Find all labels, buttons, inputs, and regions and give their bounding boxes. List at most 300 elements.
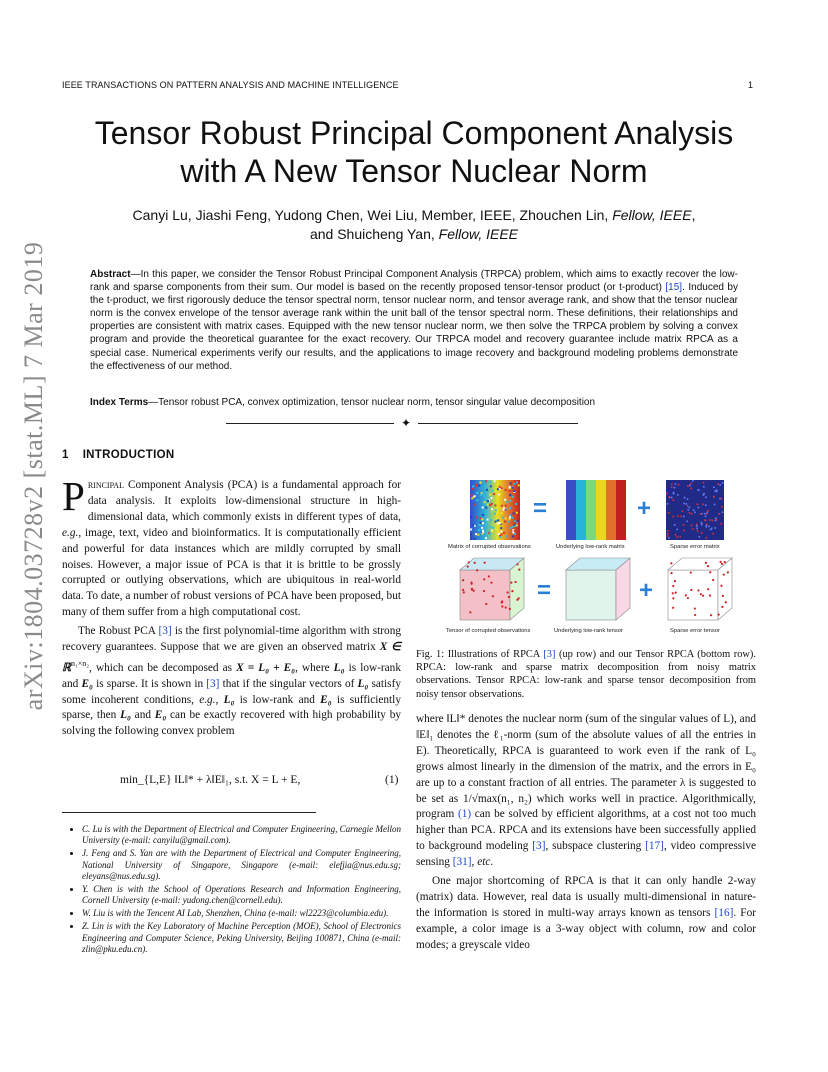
- noise-pixel: [514, 480, 516, 482]
- sparse-pixel: [716, 491, 718, 493]
- sparse-pixel: [676, 536, 678, 538]
- sparse-pixel: [675, 483, 677, 485]
- noise-pixel: [491, 503, 493, 505]
- noise-pixel: [509, 490, 511, 492]
- noise-pixel: [489, 504, 491, 506]
- sparse-pixel: [679, 536, 681, 538]
- noise-pixel: [512, 496, 514, 498]
- noise-pixel: [487, 504, 489, 506]
- noise-pixel: [516, 535, 518, 537]
- p2-text: is the first polynomial-time algorithm with strong recovery guarantees. Suppose that we are given an observed matrix: [62, 625, 401, 654]
- tensor-error-dot: [510, 582, 512, 584]
- math-sup: n₁×n₂: [70, 658, 90, 668]
- tensor-error-dot: [670, 562, 672, 564]
- noise-pixel: [504, 520, 506, 522]
- tensor-error-dot: [721, 606, 723, 608]
- tensor-error-dot: [462, 589, 464, 591]
- author-list: [62, 206, 766, 244]
- sparse-pixel: [713, 496, 715, 498]
- equation-number: (1): [385, 774, 399, 786]
- running-head: IEEE TRANSACTIONS ON PATTERN ANALYSIS AND MACHINE INTELLIGENCE: [62, 80, 399, 90]
- sparse-pixel: [701, 522, 703, 524]
- label-matrix-corrupted: Matrix of corrupted observations: [448, 544, 531, 550]
- noise-pixel: [508, 518, 510, 520]
- p2-text: ,: [215, 693, 224, 706]
- tensor-error-dot: [511, 590, 513, 592]
- noise-pixel: [472, 525, 474, 527]
- tensor-error-dot: [674, 580, 676, 582]
- noise-pixel: [472, 485, 474, 487]
- noise-pixel: [476, 484, 478, 486]
- tensor-error-dot: [505, 606, 507, 608]
- sparse-pixel: [706, 524, 708, 526]
- noise-pixel: [490, 519, 492, 521]
- tensor-error-dot: [492, 595, 494, 597]
- sparse-pixel: [721, 506, 723, 508]
- noise-pixel: [474, 504, 476, 506]
- right-text: can be solved by efficient algorithms, at a cost not too much higher than PCA. RPCA and its extensions have been successfully applied to background modeling: [416, 808, 756, 853]
- sparse-pixel: [674, 487, 676, 489]
- noise-pixel: [500, 527, 502, 529]
- tensor-error-dot: [709, 594, 711, 596]
- p2-text: that if the singular vectors of: [219, 677, 358, 690]
- tensor-error-dot: [516, 563, 518, 565]
- sparse-pixel: [667, 530, 669, 532]
- sparse-pixel: [671, 486, 673, 488]
- tensor-error-dot: [490, 582, 492, 584]
- noise-pixel: [501, 512, 503, 514]
- sparse-pixel: [674, 524, 676, 526]
- noise-pixel: [474, 495, 476, 497]
- tensor-error-dot: [705, 562, 707, 564]
- tensor-error-dot: [707, 588, 709, 590]
- sparse-pixel: [693, 509, 695, 511]
- plus-sign: +: [638, 577, 654, 604]
- noise-pixel: [518, 484, 520, 486]
- sparse-pixel: [716, 519, 718, 521]
- noise-pixel: [482, 514, 484, 516]
- tensor-error-dot: [514, 581, 516, 583]
- sparse-pixel: [673, 493, 675, 495]
- noise-pixel: [497, 488, 499, 490]
- noise-pixel: [476, 492, 478, 494]
- sparse-pixel: [706, 513, 708, 515]
- tensor-error-dot: [476, 569, 478, 571]
- tensor-corrupted-cube: [460, 558, 524, 620]
- sparse-pixel: [689, 507, 691, 509]
- noise-pixel: [491, 497, 493, 499]
- footnote-rule: [62, 812, 316, 813]
- noise-pixel: [503, 532, 505, 534]
- footnote-item: • Y. Chen is with the School of Operations Research and Information Engineering, Cornell University (e-mail: yudong.chen@cornell.edu).: [82, 884, 401, 907]
- noise-pixel: [493, 480, 495, 482]
- sparse-pixel: [687, 485, 689, 487]
- noise-pixel: [470, 516, 472, 518]
- tensor-error-dot: [474, 562, 476, 564]
- tensor-error-dot: [462, 579, 464, 581]
- right-text: . For example, a color image is a 3-way object with column, row and color modes; a greyscale video: [416, 906, 757, 951]
- p2-text: and: [130, 709, 155, 722]
- noise-pixel: [493, 493, 495, 495]
- sparse-pixel: [680, 516, 682, 518]
- sparse-pixel: [701, 524, 703, 526]
- equation-1: min_{L,E} ‖L‖* + λ‖E‖₁, s.t. X = L + E,: [120, 774, 301, 786]
- noise-pixel: [475, 533, 477, 535]
- index-terms-label: Index Terms: [90, 397, 149, 408]
- noise-pixel: [509, 514, 511, 516]
- section-title: INTRODUCTION: [82, 449, 175, 461]
- p2-text: satisfy some incoherent conditions,: [62, 677, 401, 706]
- sparse-pixel: [719, 513, 721, 515]
- sparse-pixel: [683, 530, 685, 532]
- noise-pixel: [481, 518, 483, 520]
- author-fellow-2: Fellow, IEEE: [438, 226, 519, 242]
- sparse-pixel: [667, 503, 669, 505]
- sparse-pixel: [666, 493, 668, 495]
- noise-pixel: [482, 522, 484, 524]
- footnotes: [62, 824, 401, 957]
- ref-link[interactable]: [31]: [452, 856, 472, 869]
- tensor-error-dot: [697, 589, 699, 591]
- authors-comma: ,: [691, 207, 696, 223]
- tensor-error-dot: [690, 571, 692, 573]
- arxiv-id: arXiv:1804.03728v2 [stat.ML] 7 Mar 2019: [19, 241, 48, 711]
- sparse-pixel: [714, 527, 716, 529]
- intro-left-column: [62, 473, 401, 740]
- right-text: One major shortcoming of RPCA is that it can only handle 2-way (matrix) data. However, real data is usually multi-dimensional in nature-the information is stored in multi-way arrays known as tensors: [416, 875, 756, 919]
- ref-link[interactable]: [15]: [665, 282, 683, 294]
- authors-line-1: Canyi Lu, Jiashi Feng, Yudong Chen, Wei Liu, Member, IEEE, Zhouchen Lin,: [132, 207, 613, 223]
- math: L₀: [223, 693, 235, 706]
- tensor-error-dot: [508, 596, 510, 598]
- tensor-error-dot: [509, 608, 511, 610]
- tensor-error-dot: [723, 574, 725, 576]
- sparse-pixel: [721, 498, 723, 500]
- sparse-pixel: [709, 519, 711, 521]
- footnote-item: • C. Lu is with the Department of Electrical and Computer Engineering, Carnegie Mellon University (e-mail: canyilu@gmail.com).: [82, 824, 401, 847]
- noise-pixel: [471, 494, 473, 496]
- noise-pixel: [491, 508, 493, 510]
- sparse-pixel: [687, 505, 689, 507]
- sparse-pixel: [705, 496, 707, 498]
- sparse-pixel: [685, 503, 687, 505]
- noise-pixel: [509, 494, 511, 496]
- sparse-pixel: [667, 535, 669, 537]
- low-rank-band: [596, 480, 606, 540]
- tensor-error-dot: [720, 585, 722, 587]
- abstract-label: Abstract: [90, 269, 131, 280]
- sparse-pixel: [720, 523, 722, 525]
- noise-pixel: [514, 533, 516, 535]
- tensor-error-dot: [700, 593, 702, 595]
- tensor-error-dot: [687, 597, 689, 599]
- tensor-error-dot: [471, 583, 473, 585]
- ref-link[interactable]: (1): [457, 808, 472, 821]
- sparse-pixel: [696, 524, 698, 526]
- figure-1: [440, 478, 740, 638]
- sparse-pixel: [706, 537, 708, 539]
- p2-text: The Robust PCA: [78, 625, 159, 638]
- sparse-pixel: [697, 503, 699, 505]
- page-number: 1: [748, 80, 754, 90]
- tensor-error-dot: [725, 601, 727, 603]
- tensor-error-dot: [467, 565, 469, 567]
- sparse-pixel: [722, 511, 724, 513]
- right-text: , video compressive sensing: [416, 840, 757, 869]
- math: L₀: [120, 709, 131, 722]
- noise-pixel: [498, 533, 500, 535]
- tensor-error-dot: [672, 592, 674, 594]
- tensor-error-dot: [485, 603, 487, 605]
- intro-eg: e.g.: [62, 526, 79, 539]
- abstract-text-a: —In this paper, we consider the Tensor Robust Principal Component Analysis (TRPCA) problem, which aims to exactly recover the low-rank and sparse components from their sum. Our model is based on the recently proposed tensor-tensor product (or t-product): [90, 269, 738, 294]
- tensor-error-dot: [709, 571, 711, 573]
- sparse-pixel: [675, 534, 677, 536]
- intro-paragraph-2: [62, 624, 401, 740]
- noise-pixel: [478, 524, 480, 526]
- index-terms: [90, 396, 738, 409]
- sparse-pixel: [689, 512, 691, 514]
- sparse-pixel: [711, 528, 713, 530]
- sparse-pixel: [668, 512, 670, 514]
- label-low-rank-matrix: Underlying low-rank matrix: [556, 544, 625, 550]
- sparse-pixel: [667, 533, 669, 535]
- tensor-error-dot: [672, 597, 674, 599]
- sparse-pixel: [708, 526, 710, 528]
- arxiv-sidebar: [4, 241, 64, 711]
- p2-text: , which can be decomposed as: [89, 661, 237, 674]
- noise-pixel: [517, 501, 519, 503]
- right-etc: etc: [477, 856, 491, 869]
- noise-pixel: [495, 490, 497, 492]
- ref-link[interactable]: [3]: [206, 677, 220, 690]
- sparse-pixel: [703, 482, 705, 484]
- noise-pixel: [500, 531, 502, 533]
- tensor-error-dot: [719, 561, 721, 563]
- noise-pixel: [505, 518, 507, 520]
- section-heading: [62, 449, 174, 461]
- ref-link[interactable]: [16]: [714, 906, 734, 919]
- sparse-pixel: [684, 497, 686, 499]
- noise-pixel: [509, 500, 511, 502]
- sparse-pixel: [683, 524, 685, 526]
- sparse-pixel: [714, 504, 716, 506]
- noise-pixel: [476, 516, 478, 518]
- noise-pixel: [487, 500, 489, 502]
- noise-pixel: [471, 497, 473, 499]
- tensor-error-dot: [469, 611, 471, 613]
- sparse-pixel: [697, 530, 699, 532]
- tensor-error-dot: [518, 568, 520, 570]
- intro-paragraph-1: [62, 473, 401, 621]
- tensor-error-dot: [518, 597, 520, 599]
- right-text: .: [490, 856, 494, 869]
- sparse-pixel: [703, 494, 705, 496]
- noise-pixel: [500, 521, 502, 523]
- tensor-error-dot: [463, 591, 465, 593]
- noise-pixel: [512, 487, 514, 489]
- label-tensor-corrupted: Tensor of corrupted observations: [446, 628, 531, 634]
- ref-link[interactable]: [3]: [532, 840, 546, 853]
- noise-pixel: [514, 530, 516, 532]
- tensor-error-dot: [468, 561, 470, 563]
- sparse-pixel: [691, 525, 693, 527]
- noise-pixel: [485, 507, 487, 509]
- divider-left: [226, 423, 394, 424]
- noise-pixel: [489, 481, 491, 483]
- sparse-pixel: [711, 520, 713, 522]
- tensor-error-dot: [694, 607, 696, 609]
- figure-1-graphic: [440, 478, 740, 638]
- tensor-sparse-cube: [668, 558, 732, 620]
- tensor-error-dot: [483, 578, 485, 580]
- tensor-error-dot: [672, 585, 674, 587]
- math: L₀: [357, 677, 369, 690]
- noise-pixel: [487, 519, 489, 521]
- noise-pixel: [485, 537, 487, 539]
- abstract: [90, 268, 738, 373]
- sparse-pixel: [687, 509, 689, 511]
- sparse-pixel: [714, 490, 716, 492]
- sparse-pixel: [671, 497, 673, 499]
- noise-pixel: [491, 490, 493, 492]
- tensor-error-dot: [712, 579, 714, 581]
- noise-pixel: [486, 489, 488, 491]
- noise-pixel: [515, 503, 517, 505]
- section-number: 1: [62, 449, 69, 461]
- equals-sign: =: [536, 577, 552, 604]
- tensor-error-dot: [702, 595, 704, 597]
- sparse-pixel: [717, 483, 719, 485]
- sparse-pixel: [690, 483, 692, 485]
- tensor-error-dot: [507, 591, 509, 593]
- tensor-error-dot: [675, 591, 677, 593]
- p2-text: is low-rank and: [62, 661, 401, 690]
- sparse-pixel: [686, 521, 688, 523]
- sparse-pixel: [704, 513, 706, 515]
- divider-right: [418, 423, 578, 424]
- noise-pixel: [503, 509, 505, 511]
- sparse-pixel: [719, 484, 721, 486]
- math: E₀: [320, 693, 332, 706]
- ref-link[interactable]: [17]: [645, 840, 664, 853]
- ref-link[interactable]: [3]: [158, 625, 172, 638]
- noise-pixel: [505, 505, 507, 507]
- sparse-pixel: [700, 513, 702, 515]
- noise-pixel: [495, 521, 497, 523]
- sparse-pixel: [705, 504, 707, 506]
- footnote-item: • Z. Lin is with the Key Laboratory of Machine Perception (MOE), School of Electronics Engineering and Computer Science, Peking University, Beijing 100871, China (e-mail: zlin@pku.edu.cn).: [82, 921, 401, 955]
- tensor-error-dot: [717, 614, 719, 616]
- tensor-error-dot: [707, 565, 709, 567]
- tensor-error-dot: [483, 590, 485, 592]
- sparse-pixel: [678, 484, 680, 486]
- sparse-pixel: [687, 498, 689, 500]
- noise-pixel: [494, 504, 496, 506]
- tensor-error-dot: [722, 595, 724, 597]
- noise-pixel: [501, 505, 503, 507]
- noise-pixel: [482, 506, 484, 508]
- noise-pixel: [494, 513, 496, 515]
- low-rank-band: [616, 480, 626, 540]
- plus-sign: +: [636, 495, 652, 522]
- sparse-pixel: [706, 526, 708, 528]
- sparse-pixel: [707, 510, 709, 512]
- noise-pixel: [481, 527, 483, 529]
- noise-pixel: [513, 483, 515, 485]
- tensor-error-dot: [690, 589, 692, 591]
- sparse-pixel: [696, 527, 698, 529]
- noise-pixel: [509, 516, 511, 518]
- sparse-pixel: [722, 482, 724, 484]
- math: X ∈ ℝ: [62, 641, 401, 674]
- noise-pixel: [509, 507, 511, 509]
- noise-pixel: [516, 512, 518, 514]
- noise-pixel: [491, 531, 493, 533]
- noise-pixel: [472, 488, 474, 490]
- tensor-error-dot: [501, 601, 503, 603]
- tensor-error-dot: [727, 571, 729, 573]
- sparse-pixel: [677, 515, 679, 517]
- title-line-2: with A New Tensor Nuclear Norm: [180, 153, 648, 189]
- figure-caption: [416, 648, 756, 701]
- footnote-item: • W. Liu is with the Tencent AI Lab, Shenzhen, China (e-mail: wl2223@columbia.edu).: [82, 908, 401, 919]
- sparse-pixel: [705, 515, 707, 517]
- sparse-error-matrix-image: [666, 480, 724, 540]
- noise-pixel: [470, 533, 472, 535]
- p2-text: is low-rank and: [234, 693, 321, 706]
- sparse-pixel: [712, 533, 714, 535]
- ref-link[interactable]: [3]: [543, 649, 556, 660]
- noise-pixel: [505, 489, 507, 491]
- abstract-text-b: . Induced by the t-product, we first rigorously deduce the tensor spectral norm, tensor nuclear norm, and tensor average rank, and show that the tensor nuclear norm is the convex envelope of the tensor average rank within the unit ball of the tensor spectral norm. These definitions, their relationships and properties are consistent with matrix cases. Equipped with the new tensor nuclear norm, we then solve the TRPCA problem by solving a convex program and provide the theoretical guarantee for the exact recovery. Our TRPCA model and recovery guarantee include matrix RPCA as a special case. Numerical experiments verify our results, and the applications to image recovery and background modeling problems demonstrate the effectiveness of our method.: [90, 282, 738, 372]
- noise-pixel: [484, 501, 486, 503]
- noise-pixel: [490, 485, 492, 487]
- intro-small-caps: rincipal: [87, 479, 124, 491]
- noise-pixel: [503, 507, 505, 509]
- intro-text: Component Analysis (PCA) is a fundamental approach for data analysis. It exploits low-dimensional structure in high-dimensional data, which commonly exists in different types of data,: [87, 479, 401, 523]
- caption-text: Fig. 1: Illustrations of RPCA: [416, 649, 544, 660]
- noise-pixel: [490, 526, 492, 528]
- sparse-pixel: [689, 485, 691, 487]
- index-terms-text: —Tensor robust PCA, convex optimization, tensor nuclear norm, tensor singular value decomposition: [148, 397, 596, 408]
- right-text: where ‖L‖* denotes the nuclear norm (sum of the singular values of L), and ‖E‖₁ denotes the ℓ₁-norm (sum of the absolute values of all the entries in E). Theoretically, RPCA is guaranteed to work even if the rank of L₀ grows almost linearly in the dimension of the matrix, and the errors in E₀ are up to a constant fraction of all entries. The parameter λ is suggested to be set as 1/√max(n₁, n₂) which works well in practice. Algorithmically, program: [416, 713, 756, 821]
- math: L₀: [333, 661, 345, 674]
- tensor-error-dot: [484, 562, 486, 564]
- noise-pixel: [516, 481, 518, 483]
- right-text: , subspace clustering: [545, 840, 646, 853]
- noise-pixel: [489, 533, 491, 535]
- sparse-pixel: [694, 512, 696, 514]
- noise-pixel: [499, 486, 501, 488]
- sparse-pixel: [690, 488, 692, 490]
- divider-ornament: ✦: [401, 416, 412, 430]
- noise-pixel: [517, 520, 519, 522]
- noise-pixel: [479, 481, 481, 483]
- intro-text-end: , image, text, video and bioinformatics. It is computationally efficient and powerful for data instances which are mildly corrupted by small noises. However, a major issue of PCA is that it is brittle to be grossly corrupted or outlying observations, which are ubiquitous in real-world data. To date, a number of robust versions of PCA have been proposed, but many of them suffer from a high computational cost.: [62, 526, 401, 619]
- noise-pixel: [502, 517, 504, 519]
- sparse-pixel: [672, 516, 674, 518]
- p2-text: is sufficiently sparse, then: [62, 693, 401, 722]
- sparse-pixel: [703, 486, 705, 488]
- title-line-1: Tensor Robust Principal Component Analysis: [94, 115, 734, 151]
- noise-pixel: [474, 538, 476, 540]
- label-sparse-matrix: Sparse error matrix: [670, 544, 720, 550]
- sparse-pixel: [696, 525, 698, 527]
- right-paragraph-2: [416, 874, 756, 954]
- noise-pixel: [506, 501, 508, 503]
- tensor-error-dot: [710, 614, 712, 616]
